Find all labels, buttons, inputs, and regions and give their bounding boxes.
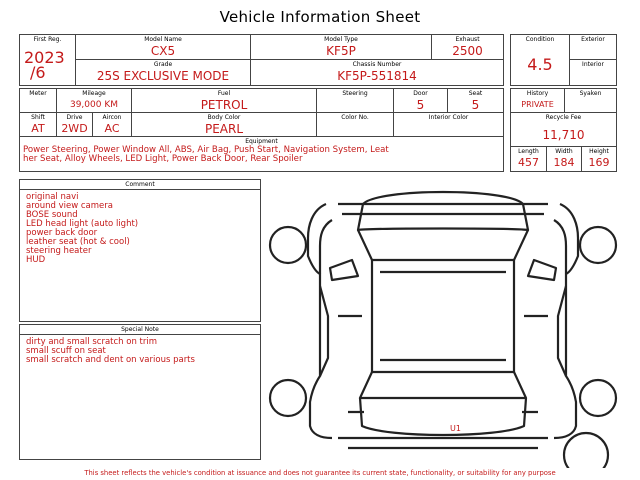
first-reg-label: First Reg. <box>33 36 62 43</box>
grade-cell <box>75 59 251 86</box>
mileage-value: 39,000 KM <box>69 100 119 110</box>
exhaust-value: 2500 <box>452 44 483 58</box>
shift-value: AT <box>31 122 45 135</box>
comment-item: HUD <box>26 255 46 265</box>
seat-label: Seat <box>468 90 483 97</box>
chassis-value: KF5P-551814 <box>337 69 417 83</box>
comment-item: leather seat (hot & cool) <box>26 237 130 247</box>
condition-value: 4.5 <box>527 55 553 74</box>
disclaimer-footer: This sheet reflects the vehicle's condition at issuance and does not guarantee its current state, functionality, or suitability for any purpose <box>84 469 556 477</box>
spare-wheel <box>564 433 608 468</box>
comment-list <box>20 190 260 265</box>
exterior-cell <box>569 34 617 60</box>
equipment-line-2: her Seat, Alloy Wheels, LED Light, Power Back Door, Rear Spoiler <box>23 154 303 164</box>
exterior-label: Exterior <box>581 36 605 43</box>
history-cell <box>510 88 565 113</box>
history-value: PRIVATE <box>521 100 554 109</box>
interior-label: Interior <box>582 61 604 68</box>
comment-item: power back door <box>26 228 98 238</box>
shift-label: Shift <box>31 114 45 121</box>
car-rear-window <box>360 372 526 398</box>
color-no-cell <box>316 112 394 137</box>
width-cell <box>546 146 582 172</box>
special-note-item: dirty and small scratch on trim <box>26 337 158 347</box>
exhaust-label: Exhaust <box>455 36 480 43</box>
comment-item: around view camera <box>26 201 113 211</box>
door-cell <box>393 88 448 113</box>
width-value: 184 <box>553 156 575 169</box>
car-damage-diagram <box>268 176 618 468</box>
steering-label: Steering <box>342 90 368 97</box>
car-windshield <box>358 230 528 260</box>
meter-label: Meter <box>29 90 47 97</box>
length-value: 457 <box>518 156 539 169</box>
model-type-value: KF5P <box>326 44 356 58</box>
first-reg-month: /6 <box>30 63 46 82</box>
width-label: Width <box>555 148 573 155</box>
model-name-cell <box>75 34 251 60</box>
drive-value: 2WD <box>61 122 88 135</box>
comment-item: LED head light (auto light) <box>26 219 139 229</box>
interior-color-cell <box>393 112 504 137</box>
car-trunk <box>360 398 526 435</box>
comment-label: Comment <box>20 180 260 190</box>
drive-cell <box>56 112 93 137</box>
wheel-front-left <box>270 227 306 263</box>
height-cell <box>581 146 617 172</box>
mileage-cell <box>56 88 132 113</box>
fuel-cell <box>131 88 317 113</box>
wheel-rear-left <box>270 380 306 416</box>
grade-label: Grade <box>153 61 173 68</box>
body-color-label: Body Color <box>207 114 241 121</box>
wheel-rear-right <box>580 380 616 416</box>
model-type-cell <box>250 34 432 60</box>
comment-item: original navi <box>26 192 79 202</box>
syaken-cell <box>564 88 617 113</box>
special-note-item: small scuff on seat <box>26 346 106 356</box>
mileage-label: Mileage <box>82 90 106 97</box>
equipment-label: Equipment <box>245 138 278 145</box>
special-note-item: small scratch and dent on various parts <box>26 355 195 365</box>
special-note-label: Special Note <box>20 325 260 335</box>
drive-label: Drive <box>66 114 83 121</box>
steering-cell <box>316 88 394 113</box>
door-label: Door <box>413 90 428 97</box>
body-color-cell <box>131 112 317 137</box>
special-note-list <box>20 335 260 365</box>
chassis-label: Chassis Number <box>352 61 402 68</box>
aircon-cell <box>92 112 132 137</box>
first-reg-cell <box>19 34 76 86</box>
interior-color-label: Interior Color <box>428 114 469 121</box>
shift-cell <box>19 112 57 137</box>
condition-cell <box>510 34 570 86</box>
chassis-cell <box>250 59 504 86</box>
comment-item: steering heater <box>26 246 92 256</box>
fuel-label: Fuel <box>217 90 231 97</box>
recycle-fee-cell <box>510 112 617 147</box>
meter-cell <box>19 88 57 113</box>
recycle-fee-value: 11,710 <box>542 128 585 142</box>
interior-cell <box>569 59 617 86</box>
comment-item: BOSE sound <box>26 210 78 220</box>
model-name-value: CX5 <box>150 44 176 58</box>
special-note-box <box>19 324 261 460</box>
first-reg-year: 2023 <box>24 48 65 67</box>
damage-mark: U1 <box>450 424 461 433</box>
recycle-fee-label: Recycle Fee <box>545 114 582 121</box>
model-name-label: Model Name <box>144 36 182 43</box>
body-color-value: PEARL <box>204 122 244 136</box>
color-no-label: Color No. <box>341 114 369 121</box>
car-roof <box>372 260 514 372</box>
car-hood <box>358 192 528 230</box>
syaken-label: Syaken <box>579 90 602 97</box>
length-cell <box>510 146 547 172</box>
sheet-title: Vehicle Information Sheet <box>219 8 421 26</box>
comment-box <box>19 179 261 322</box>
equipment-line-1: Power Steering, Power Window All, ABS, Air Bag, Push Start, Navigation System, Leat <box>23 145 389 155</box>
fuel-value: PETROL <box>200 98 248 112</box>
seat-cell <box>447 88 504 113</box>
length-label: Length <box>518 148 539 155</box>
height-label: Height <box>589 148 609 155</box>
seat-value: 5 <box>471 98 480 112</box>
grade-value: 25S EXCLUSIVE MODE <box>96 69 230 83</box>
condition-label: Condition <box>525 36 555 43</box>
exhaust-cell <box>431 34 504 60</box>
aircon-label: Aircon <box>102 114 122 121</box>
history-label: History <box>526 90 549 97</box>
height-value: 169 <box>588 156 610 169</box>
model-type-label: Model Type <box>324 36 358 43</box>
aircon-value: AC <box>104 122 120 135</box>
door-value: 5 <box>416 98 425 112</box>
equipment-cell <box>19 136 504 172</box>
wheel-front-right <box>580 227 616 263</box>
